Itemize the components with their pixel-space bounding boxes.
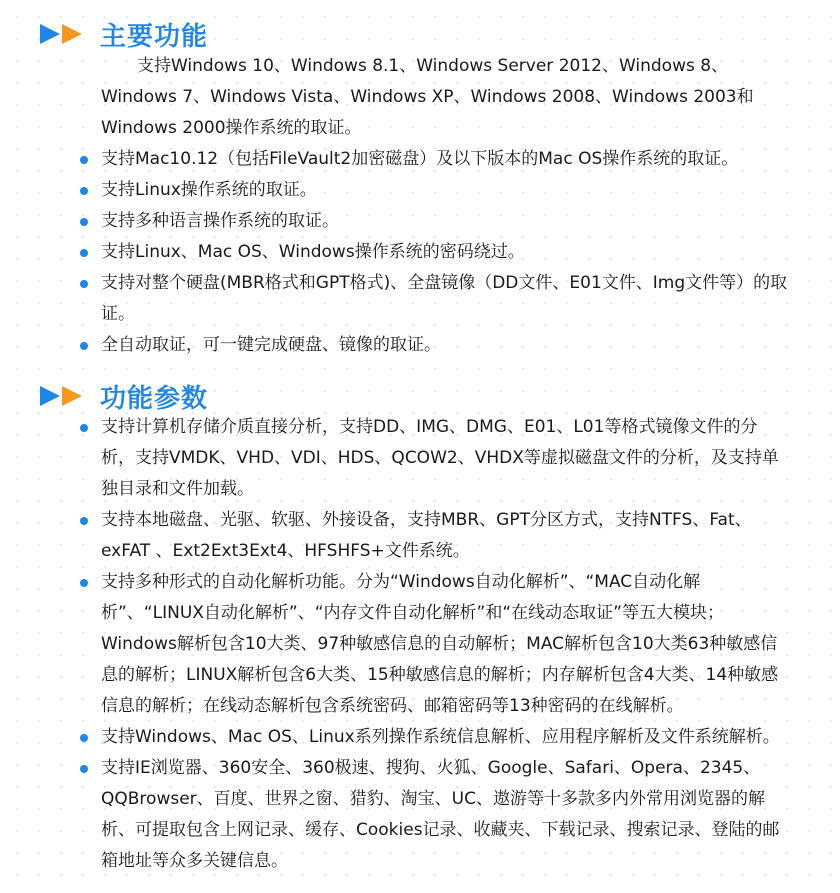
list-item [101,175,791,206]
section-title: 功能参数 [100,383,209,414]
bullet-dot-icon [80,579,88,587]
section-header-main-features [40,14,208,54]
list-item-text: 支持多种形式的自动化解析功能。分为“Windows自动化解析”、“MAC自动化解析”、“LINUX自动化解析”、“内存文件自动化解析”和“在线动态取证”等五大模块；Windows解析包含10大类、97种敏感信息的自动解析；MAC解析包含10大类63种敏感信息的解析；LINUX解析包含6大类、15种敏感信息的解析；内存解析包含4大类、14种敏感信息的解析；在线动态解析包含系统密码、邮箱密码等13种密码的在线解析。 [101,572,779,716]
list-item-text: 支持Linux、Mac OS、Windows操作系统的密码绕过。 [101,242,525,262]
feature-list [101,144,791,361]
list-item-text: 支持多种语言操作系统的取证。 [101,211,339,231]
parameter-list [101,412,791,877]
bullet-dot-icon [80,517,88,525]
bullet-dot-icon [80,218,88,226]
list-item-text: 支持本地磁盘、光驱、软驱、外接设备，支持MBR、GPT分区方式，支持NTFS、Fat、exFAT 、Ext2Ext3Ext4、HFSHFS+文件系统。 [101,510,752,561]
list-item-text: 支持Linux操作系统的取证。 [101,180,317,200]
list-item [101,330,791,361]
list-item-text: 支持对整个硬盘(MBR格式和GPT格式)、全盘镜像（DD文件、E01文件、Img文件等）的取证。 [101,273,788,324]
bullet-dot-icon [80,342,88,350]
list-item [101,567,791,722]
list-item [101,412,791,505]
list-item-text: 支持计算机存储介质直接分析，支持DD、IMG、DMG、E01、L01等格式镜像文件的分析，支持VMDK、VHD、VDI、HDS、QCOW2、VHDX等虚拟磁盘文件的分析，及支持单独目录和文件加载。 [101,417,779,499]
section-body-main-features [101,51,791,361]
bullet-dot-icon [80,156,88,164]
double-arrow-icon [40,22,84,46]
bullet-dot-icon [80,280,88,288]
bullet-dot-icon [80,734,88,742]
section-header-function-parameters [40,376,208,416]
bullet-dot-icon [80,249,88,257]
list-item [101,144,791,175]
section-body-function-parameters [101,412,791,877]
bullet-dot-icon [80,765,88,773]
list-item [101,753,791,877]
bullet-dot-icon [80,424,88,432]
list-item-text: 支持IE浏览器、360安全、360极速、搜狗、火狐、Google、Safari、Opera、2345、QQBrowser、百度、世界之窗、猎豹、淘宝、UC、遨游等十多款多内外常用浏览器的解析、可提取包含上网记录、缓存、Cookies记录、收藏夹、下载记录、搜索记录、登陆的邮箱地址等众多关键信息。 [101,758,780,871]
bullet-dot-icon [80,187,88,195]
list-item [101,206,791,237]
list-item-text: 支持Windows、Mac OS、Linux系列操作系统信息解析、应用程序解析及文件系统解析。 [101,727,780,747]
section-title: 主要功能 [100,21,209,52]
list-item [101,268,791,330]
list-item-text: 全自动取证，可一键完成硬盘、镜像的取证。 [101,335,441,355]
intro-paragraph: 支持Windows 10、Windows 8.1、Windows Server 2012、Windows 8、Windows 7、Windows Vista、Windows XP、Windows 2008、Windows 2003和Windows 2000操作系统的取证。 [101,56,754,138]
list-item [101,237,791,268]
list-item-text: 支持Mac10.12（包括FileVault2加密磁盘）及以下版本的Mac OS操作系统的取证。 [101,149,739,169]
list-item [101,722,791,753]
double-arrow-icon [40,384,84,408]
list-item [101,505,791,567]
